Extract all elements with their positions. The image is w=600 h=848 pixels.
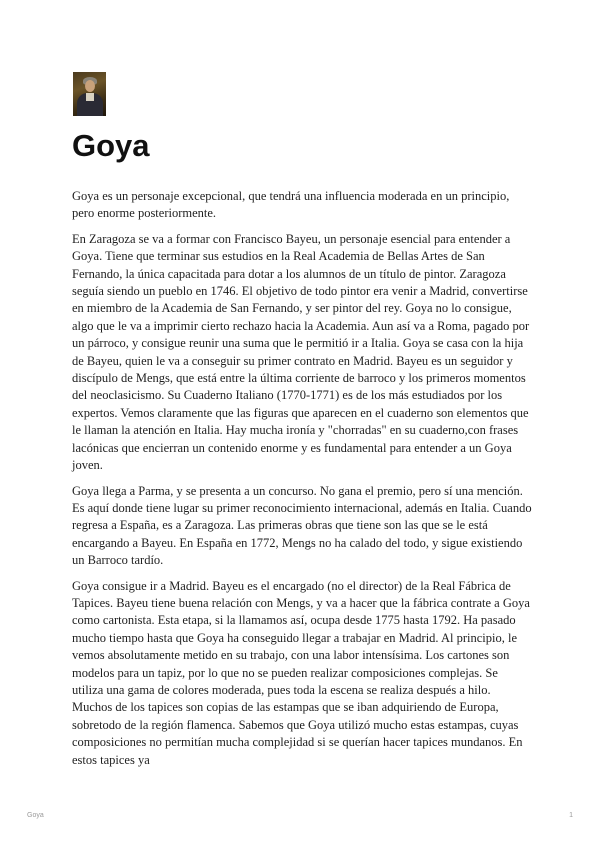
page-title: Goya — [72, 128, 150, 163]
article-body — [72, 188, 532, 777]
page-number: 1 — [569, 812, 573, 819]
paragraph: En Zaragoza se va a formar con Francisco Bayeu, un personaje esencial para entender a Goya. Tiene que terminar sus estudios en la Real Academia de Bellas Artes de San Fernando, la única capacitada para dotar a los alumnos de un título de pintor. Zaragoza seguía siendo un pueblo en 1746. El objetivo de todo pintor era venir a Madrid, convertirse en miembro de la Academia de San Fernando, y ser pintor del rey. Goya no lo consigue, algo que le va a imprimir cierto rechazo hacia la Academia. Aun así va a Roma, pagado por un párroco, y consigue reunir una suma que le permitió ir a Italia. Goya se casa con la hija de Bayeu, quien le va a conseguir su primer contrato en Madrid. Bayeu es un seguidor y discípulo de Mengs, que está entre la última corriente de barroco y los primeros momentos del neoclasicismo. Su Cuaderno Italiano (1770-1771) es de los más estudiados por los expertos. Vemos claramente que las figuras que aparecen en el cuaderno son elementos que le llaman la atención en Italia. Hay mucha ironía y "chorradas" en su cuaderno,con frases lacónicas que encierran un contenido enorme y es fundamental para entender a un Goya joven. — [72, 231, 530, 473]
paragraph: Goya llega a Parma, y se presenta a un concurso. No gana el premio, pero sí una mención. Es aquí donde tiene lugar su primer reconocimiento internacional, además en Italia. Cuando regresa a España, es a Zaragoza. Las primeras obras que tiene son las que se le está encargando a Bayeu. En España en 1772, Mengs no ha calado del todo, y sigue existiendo un Barroco tardío. — [72, 483, 532, 568]
paragraph: Goya consigue ir a Madrid. Bayeu es el encargado (no el director) de la Real Fábrica de Tapices. Bayeu tiene buena relación con Mengs, y va a hacer que la fábrica contrate a Goya como cartonista. Esta etapa, si la llamamos así, ocupa desde 1775 hasta 1792. Ha pasado mucho tiempo hasta que Goya ha conseguido llegar a trabajar en Madrid. Al principio, le vemos absolutamente metido en su trabajo, con una labor intensísima. Los cartones son modelos para un tapiz, por lo que no se pueden realizar composiciones complejas. Se utiliza una gama de colores moderada, pues toda la escena se realiza después a hilo. Muchos de los tapices son copias de las estampas que se iban adquiriendo de Europa, sobretodo de la región flamenca. Sabemos que Goya utilizó mucho estas estampas, cuyas composiciones no permitían mucha complejidad si se querían hacer tapices mundanos. En estos tapices ya — [72, 578, 530, 767]
portrait-face — [85, 80, 95, 92]
paragraph: Goya es un personaje excepcional, que tendrá una influencia moderada en un principio, pero enorme posteriormente. — [72, 189, 510, 221]
goya-portrait-image — [73, 72, 106, 116]
portrait-collar — [86, 93, 94, 101]
footer-title: Goya — [27, 812, 44, 819]
